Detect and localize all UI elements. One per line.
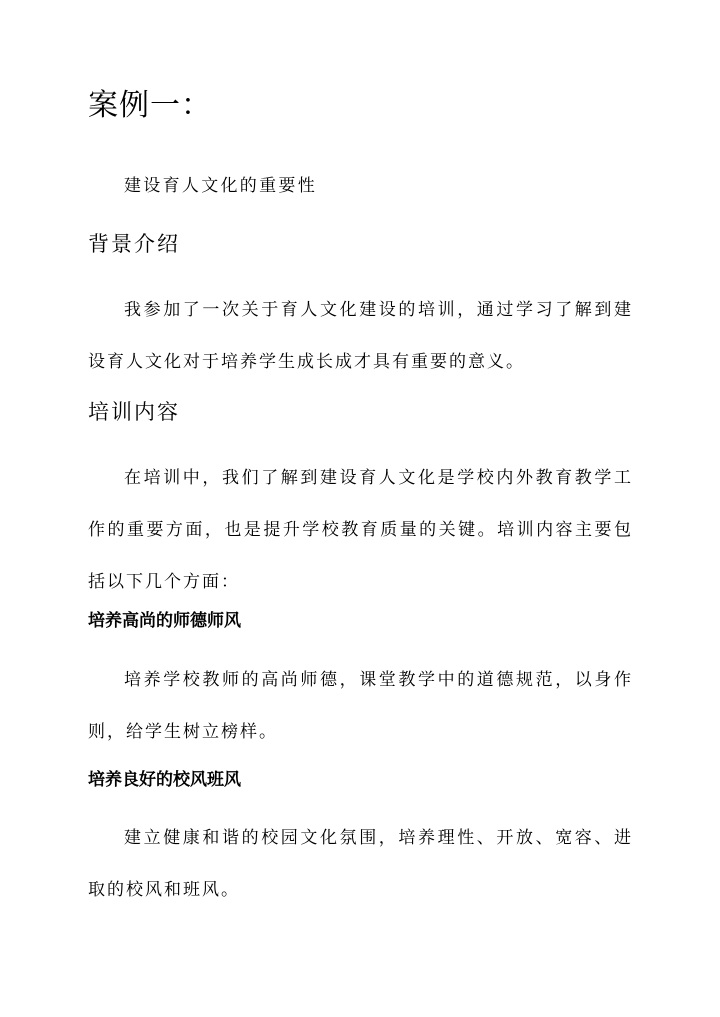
section-heading-teacher-ethics: 培养高尚的师德师风	[88, 611, 241, 631]
section-body-teacher-ethics: 培养学校教师的高尚师德，课堂教学中的道德规范，以身作则，给学生树立榜样。	[88, 670, 633, 742]
section-body-training-content: 在培训中，我们了解到建设育人文化是学校内外教育教学工作的重要方面，也是提升学校教育质量的关键。培训内容主要包括以下几个方面：	[88, 468, 633, 592]
section-body-background: 我参加了一次关于育人文化建设的培训，通过学习了解到建设育人文化对于培养学生成长成才具有重要的意义。	[88, 300, 633, 372]
section-heading-school-culture: 培养良好的校风班风	[88, 770, 241, 790]
section-body-school-culture: 建立健康和谐的校园文化氛围，培养理性、开放、宽容、进取的校风和班风。	[88, 828, 633, 900]
document-subtitle: 建设育人文化的重要性	[124, 176, 317, 196]
section-heading-background: 背景介绍	[88, 232, 180, 256]
section-heading-training-content: 培训内容	[88, 400, 180, 424]
document-title: 案例一：	[88, 88, 212, 123]
